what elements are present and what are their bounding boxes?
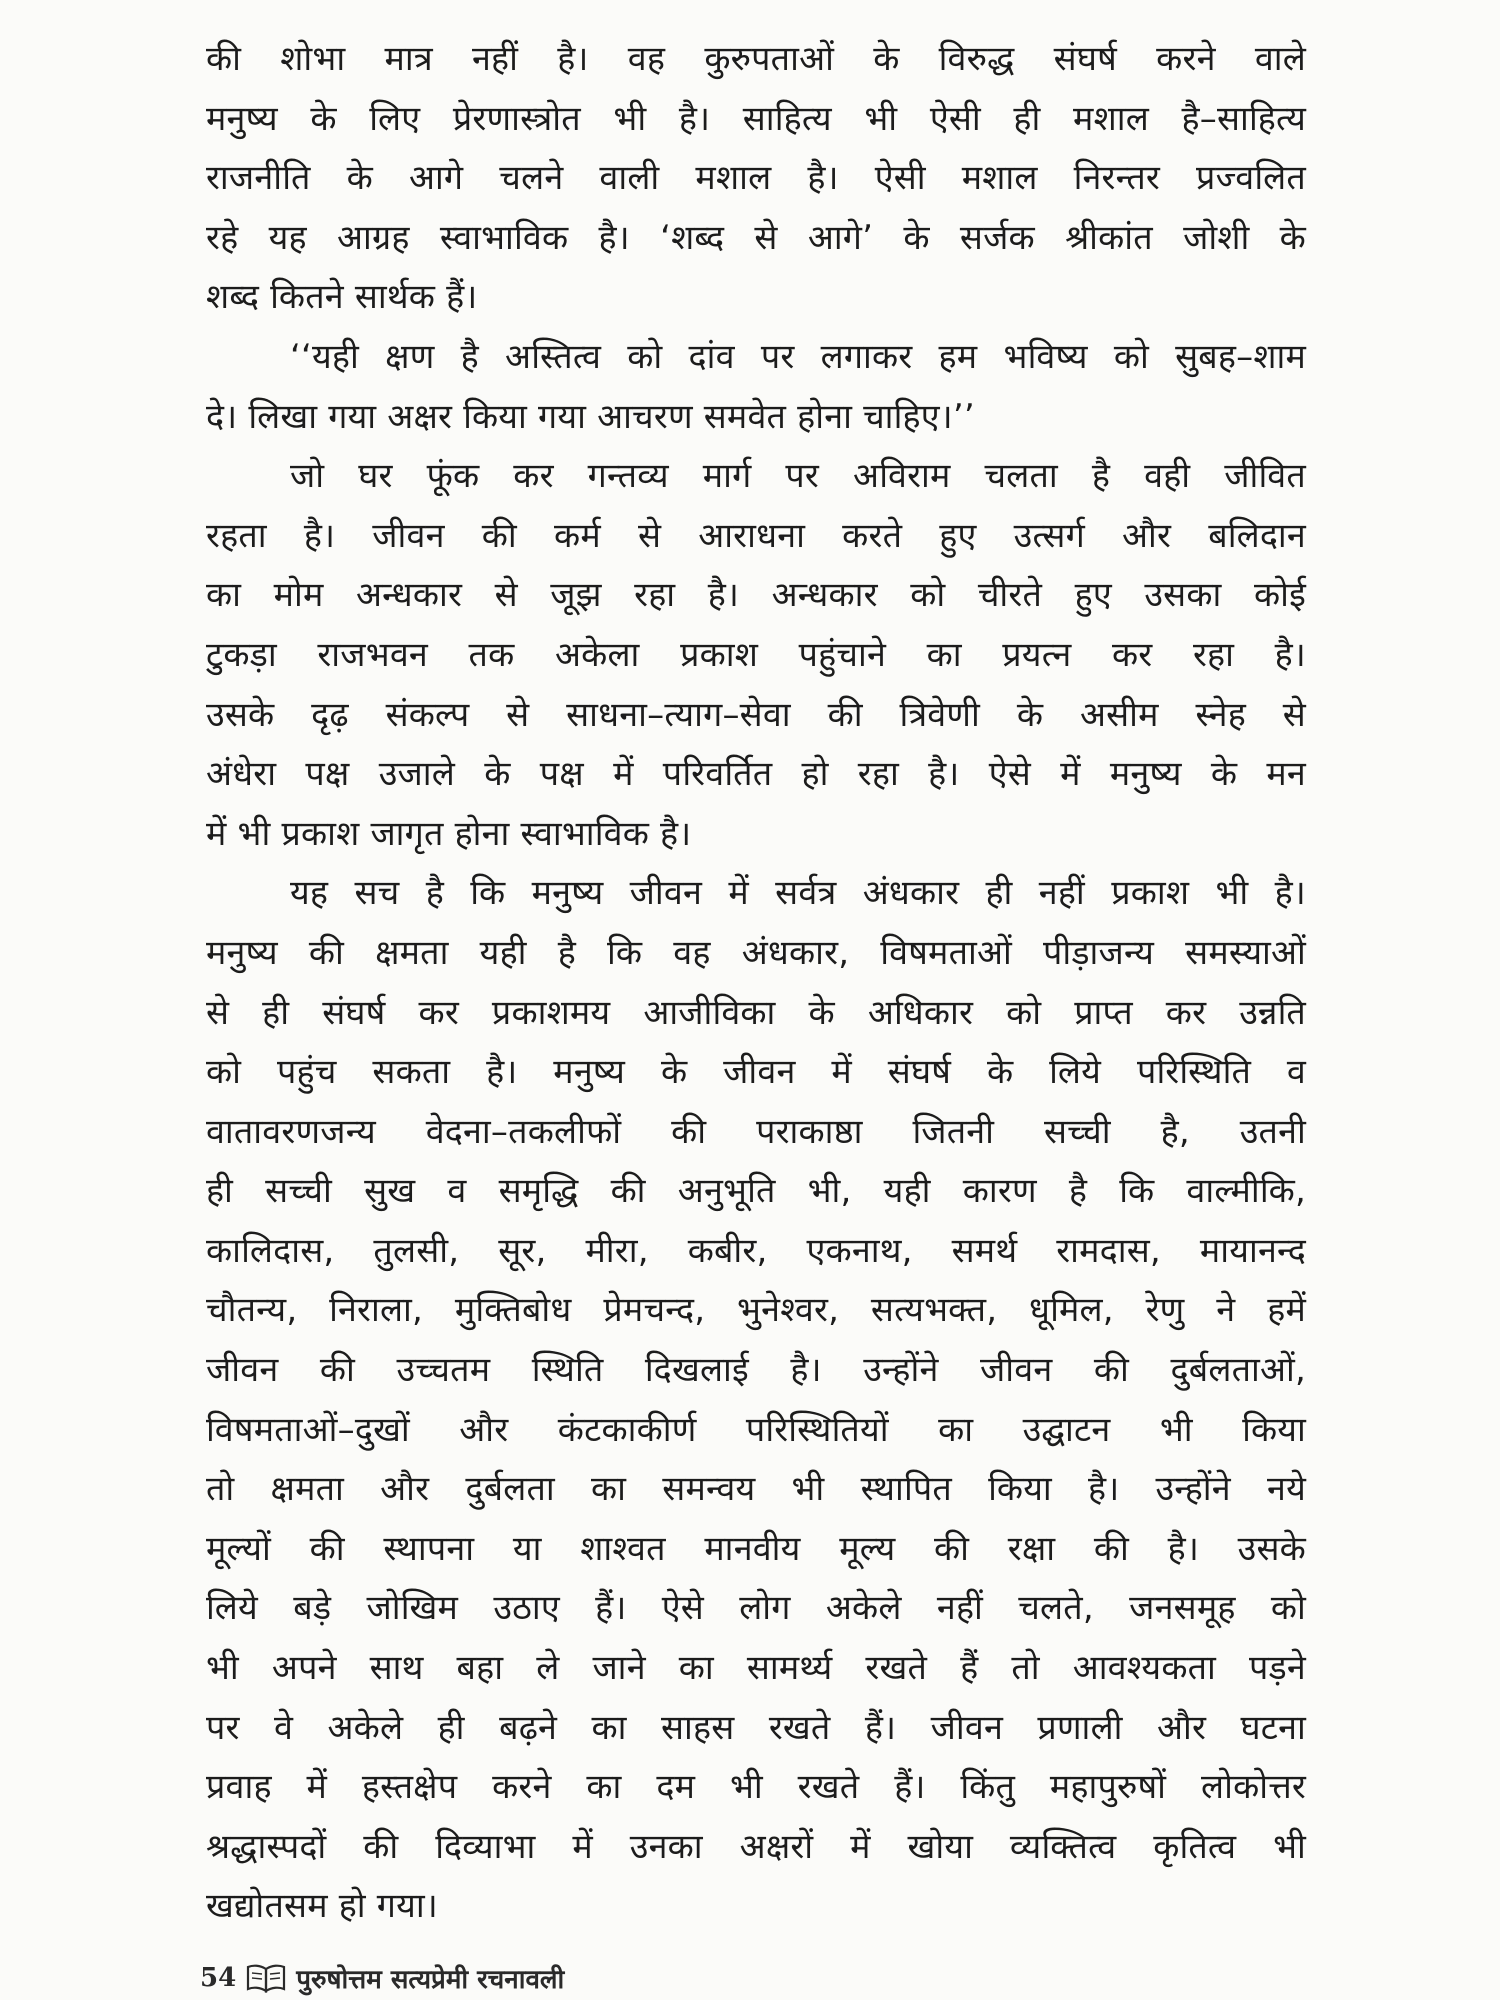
text-line: मनुष्य की क्षमता यही है कि वह अंधकार, विषमताओं पीड़ाजन्य समस्याओं	[206, 932, 1306, 973]
text-line: चौतन्य, निराला, मुक्तिबोध प्रेमचन्द, भुनेश्वर, सत्यभक्त, धूमिल, रेणु ने हमें	[206, 1290, 1306, 1331]
text-line: कालिदास, तुलसी, सूर, मीरा, कबीर, एकनाथ, समर्थ रामदास, मायानन्द	[206, 1230, 1306, 1271]
text-line: तो क्षमता और दुर्बलता का समन्वय भी स्थापित किया है। उन्होंने नये	[206, 1469, 1306, 1510]
page-footer	[200, 1958, 564, 1998]
text-line: विषमताओं–दुखों और कंटकाकीर्ण परिस्थितियों का उद्घाटन भी किया	[206, 1409, 1306, 1450]
text-line: जीवन की उच्चतम स्थिति दिखलाई है। उन्होंने जीवन की दुर्बलताओं,	[206, 1350, 1306, 1391]
text-line: रहे यह आग्रह स्वाभाविक है। ‘शब्द से आगे’ के सर्जक श्रीकांत जोशी के	[206, 217, 1306, 258]
text-line: मनुष्य के लिए प्रेरणास्त्रोत भी है। साहित्य भी ऐसी ही मशाल है–साहित्य	[206, 98, 1306, 139]
text-line: ही सच्ची सुख व समृद्धि की अनुभूति भी, यही कारण है कि वाल्मीकि,	[206, 1171, 1306, 1212]
paragraph	[206, 328, 1306, 447]
text-line: जो घर फूंक कर गन्तव्य मार्ग पर अविराम चलता है वही जीवित	[290, 456, 1306, 497]
text-line: मूल्यों की स्थापना या शाश्वत मानवीय मूल्य की रक्षा की है। उसके	[206, 1528, 1306, 1569]
text-line: वातावरणजन्य वेदना–तकलीफों की पराकाष्ठा जितनी सच्ची है, उतनी	[206, 1111, 1306, 1152]
text-line: राजनीति के आगे चलने वाली मशाल है। ऐसी मशाल निरन्तर प्रज्वलित	[206, 158, 1306, 199]
body-text	[206, 30, 1306, 1937]
paragraph	[206, 864, 1306, 1937]
text-line: यह सच है कि मनुष्य जीवन में सर्वत्र अंधकार ही नहीं प्रकाश भी है।	[290, 873, 1306, 914]
text-line: शब्द कितने सार्थक हैं।	[206, 277, 478, 318]
text-line: ‘‘यही क्षण है अस्तित्व को दांव पर लगाकर हम भविष्य को सुबह–शाम	[290, 336, 1306, 377]
text-line: का मोम अन्धकार से जूझ रहा है। अन्धकार को चीरते हुए उसका कोई	[206, 575, 1306, 616]
text-line: टुकड़ा राजभवन तक अकेला प्रकाश पहुंचाने का प्रयत्न कर रहा है।	[206, 634, 1306, 675]
paragraph	[206, 30, 1306, 328]
open-book-icon	[246, 1963, 286, 1993]
text-line: दे। लिखा गया अक्षर किया गया आचरण समवेत होना चाहिए।’’	[206, 396, 975, 437]
text-line: पर वे अकेले ही बढ़ने का साहस रखते हैं। जीवन प्रणाली और घटना	[206, 1707, 1306, 1748]
page-number: 54	[200, 1963, 237, 1993]
text-line: से ही संघर्ष कर प्रकाशमय आजीविका के अधिकार को प्राप्त कर उन्नति	[206, 992, 1306, 1033]
text-line: की शोभा मात्र नहीं है। वह कुरुपताओं के विरुद्ध संघर्ष करने वाले	[206, 39, 1306, 79]
book-title: पुरुषोत्तम सत्यप्रेमी रचनावली	[296, 1965, 565, 1995]
text-line: लिये बड़े जोखिम उठाए हैं। ऐसे लोग अकेले नहीं चलते, जनसमूह को	[206, 1588, 1306, 1629]
text-line: भी अपने साथ बहा ले जाने का सामर्थ्य रखते हैं तो आवश्यकता पड़ने	[206, 1648, 1306, 1689]
text-line: उसके दृढ़ संकल्प से साधना–त्याग–सेवा की त्रिवेणी के असीम स्नेह से	[206, 694, 1306, 735]
text-line: में भी प्रकाश जागृत होना स्वाभाविक है।	[206, 813, 692, 854]
text-line: अंधेरा पक्ष उजाले के पक्ष में परिवर्तित हो रहा है। ऐसे में मनुष्य के मन	[206, 754, 1306, 795]
text-line: प्रवाह में हस्तक्षेप करने का दम भी रखते हैं। किंतु महापुरुषों लोकोत्तर	[206, 1767, 1306, 1808]
text-line: रहता है। जीवन की कर्म से आराधना करते हुए उत्सर्ग और बलिदान	[206, 515, 1306, 556]
text-line: श्रद्धास्पदों की दिव्याभा में उनका अक्षरों में खोया व्यक्तित्व कृतित्व भी	[206, 1826, 1306, 1867]
paragraph	[206, 447, 1306, 864]
text-line: खद्योतसम हो गया।	[206, 1886, 438, 1927]
text-line: को पहुंच सकता है। मनुष्य के जीवन में संघर्ष के लिये परिस्थिति व	[206, 1052, 1306, 1093]
